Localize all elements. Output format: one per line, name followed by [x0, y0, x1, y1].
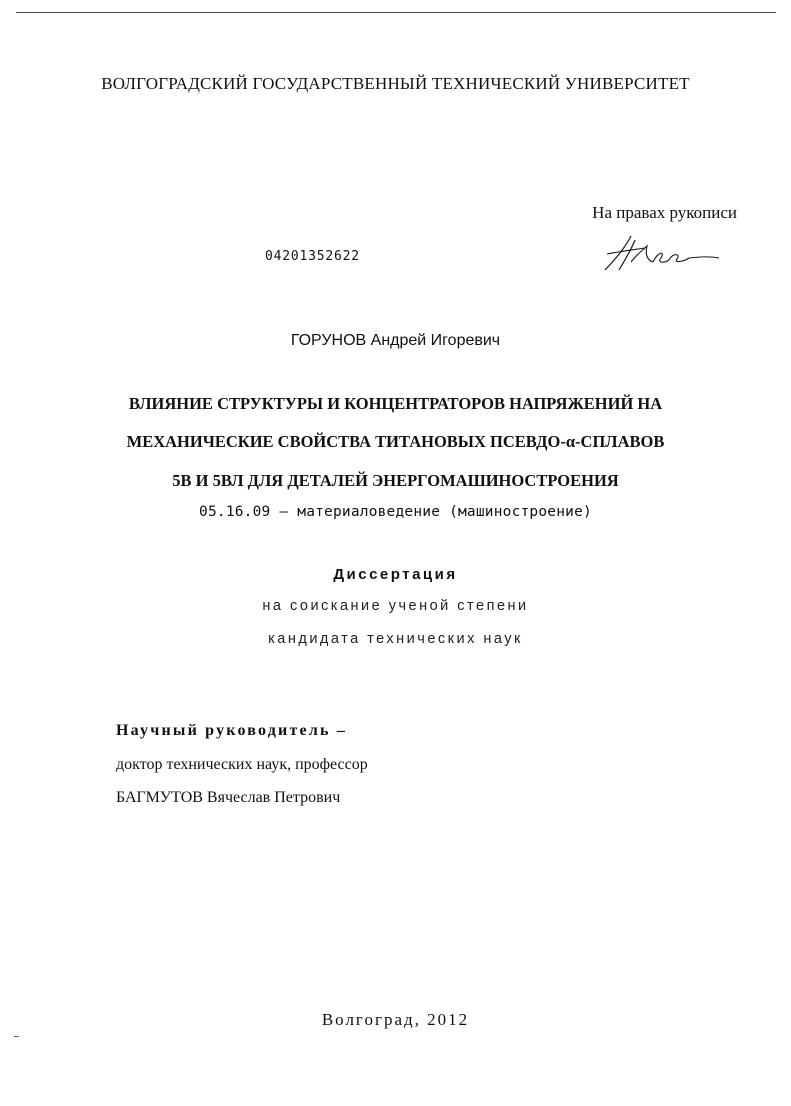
city-year: Волгоград, 2012: [321, 1010, 470, 1029]
specialty-code: 05.16.09 – материаловедение (машиностроение): [199, 504, 592, 520]
thesis-title-line-3: 5В И 5ВЛ ДЛЯ ДЕТАЛЕЙ ЭНЕРГОМАШИНОСТРОЕНИЯ: [172, 471, 619, 490]
thesis-title-line-1: ВЛИЯНИЕ СТРУКТУРЫ И КОНЦЕНТРАТОРОВ НАПРЯЖЕНИЙ НА: [128, 394, 663, 413]
supervisor-rank: доктор технических наук, профессор: [116, 756, 368, 773]
scan-top-edge: [16, 12, 776, 13]
signature-icon: [601, 232, 721, 274]
supervisor-name: БАГМУТОВ Вячеслав Петрович: [116, 789, 341, 806]
scan-margin-mark: [14, 1036, 19, 1037]
university-name: ВОЛГОГРАДСКИЙ ГОСУДАРСТВЕННЫЙ ТЕХНИЧЕСКИЙ УНИВЕРСИТЕТ: [101, 74, 690, 93]
author-name: ГОРУНОВ Андрей Игоревич: [290, 332, 501, 349]
degree-line-2: кандидата технических наук: [268, 631, 523, 647]
thesis-title-line-2: МЕХАНИЧЕСКИЕ СВОЙСТВА ТИТАНОВЫХ ПСЕВДО-α-СПЛАВОВ: [126, 432, 665, 451]
supervisor-heading: Научный руководитель –: [116, 722, 348, 739]
dissertation-heading: Диссертация: [333, 566, 458, 583]
manuscript-note: На правах рукописи: [592, 203, 737, 222]
document-code: 04201352622: [265, 249, 360, 264]
degree-line-1: на соискание ученой степени: [262, 598, 529, 614]
